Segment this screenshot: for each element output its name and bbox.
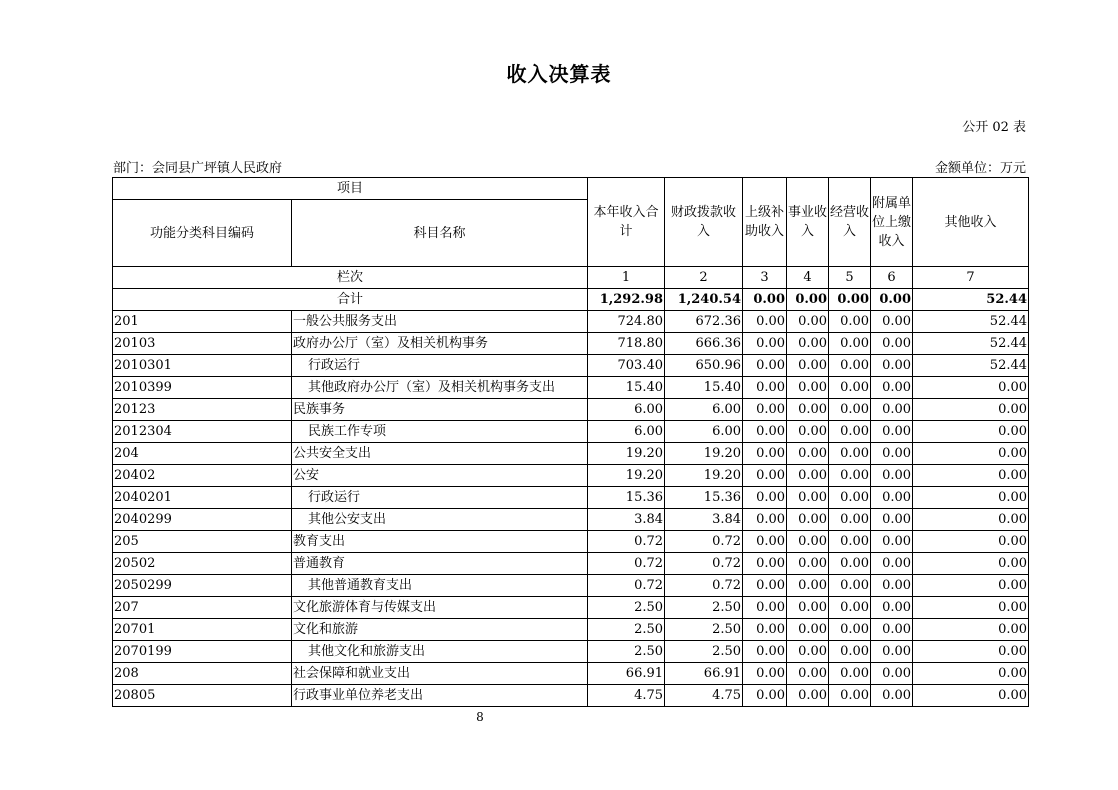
table-row bbox=[113, 377, 1029, 399]
row-value: 6.00 bbox=[665, 399, 743, 421]
row-value: 0.00 bbox=[829, 487, 871, 509]
row-code: 2040299 bbox=[113, 509, 292, 531]
table-row bbox=[113, 685, 1029, 707]
total-value: 1,292.98 bbox=[588, 289, 665, 311]
row-name: 文化旅游体育与传媒支出 bbox=[292, 597, 588, 619]
row-name: 民族工作专项 bbox=[292, 421, 588, 443]
row-value: 0.00 bbox=[787, 685, 829, 707]
row-value: 0.00 bbox=[913, 509, 1029, 531]
row-value: 0.00 bbox=[871, 487, 913, 509]
row-name: 其他政府办公厅（室）及相关机构事务支出 bbox=[292, 377, 588, 399]
row-value: 0.00 bbox=[743, 311, 787, 333]
row-value: 52.44 bbox=[913, 355, 1029, 377]
row-value: 0.00 bbox=[829, 619, 871, 641]
row-value: 0.00 bbox=[871, 575, 913, 597]
row-value: 0.00 bbox=[913, 487, 1029, 509]
row-value: 0.00 bbox=[787, 333, 829, 355]
row-value: 0.00 bbox=[829, 333, 871, 355]
table-row bbox=[113, 487, 1029, 509]
row-code: 207 bbox=[113, 597, 292, 619]
table-row bbox=[113, 355, 1029, 377]
row-value: 0.00 bbox=[743, 487, 787, 509]
row-value: 0.00 bbox=[787, 399, 829, 421]
row-value: 0.00 bbox=[743, 619, 787, 641]
row-value: 0.00 bbox=[913, 575, 1029, 597]
col-num: 5 bbox=[829, 267, 871, 289]
row-code: 204 bbox=[113, 443, 292, 465]
row-value: 0.00 bbox=[787, 421, 829, 443]
row-name: 行政运行 bbox=[292, 355, 588, 377]
row-value: 0.00 bbox=[913, 553, 1029, 575]
row-value: 0.00 bbox=[787, 575, 829, 597]
row-code: 2070199 bbox=[113, 641, 292, 663]
row-value: 0.00 bbox=[871, 399, 913, 421]
page-number: 8 bbox=[476, 710, 484, 724]
col-num: 4 bbox=[787, 267, 829, 289]
row-value: 6.00 bbox=[665, 421, 743, 443]
row-value: 0.00 bbox=[829, 597, 871, 619]
table-row bbox=[113, 619, 1029, 641]
row-value: 15.36 bbox=[665, 487, 743, 509]
row-value: 0.00 bbox=[871, 553, 913, 575]
row-value: 52.44 bbox=[913, 333, 1029, 355]
row-value: 0.00 bbox=[829, 465, 871, 487]
row-value: 0.00 bbox=[829, 641, 871, 663]
row-value: 0.00 bbox=[743, 443, 787, 465]
row-code: 20701 bbox=[113, 619, 292, 641]
row-code: 20103 bbox=[113, 333, 292, 355]
row-name: 文化和旅游 bbox=[292, 619, 588, 641]
row-value: 0.00 bbox=[787, 377, 829, 399]
row-value: 0.00 bbox=[743, 531, 787, 553]
row-value: 0.00 bbox=[913, 663, 1029, 685]
row-value: 0.00 bbox=[871, 443, 913, 465]
header-other: 其他收入 bbox=[913, 178, 1029, 267]
row-value: 0.00 bbox=[829, 443, 871, 465]
row-value: 0.00 bbox=[743, 597, 787, 619]
row-value: 0.00 bbox=[829, 421, 871, 443]
row-value: 0.00 bbox=[743, 377, 787, 399]
row-value: 2.50 bbox=[665, 619, 743, 641]
row-value: 0.00 bbox=[787, 619, 829, 641]
row-value: 4.75 bbox=[665, 685, 743, 707]
row-value: 0.00 bbox=[913, 399, 1029, 421]
row-value: 0.00 bbox=[913, 641, 1029, 663]
col-num: 7 bbox=[913, 267, 1029, 289]
row-value: 0.00 bbox=[787, 641, 829, 663]
row-value: 0.00 bbox=[829, 663, 871, 685]
row-value: 0.72 bbox=[665, 531, 743, 553]
row-value: 0.00 bbox=[829, 377, 871, 399]
row-value: 19.20 bbox=[665, 465, 743, 487]
row-value: 0.00 bbox=[913, 443, 1029, 465]
row-code: 2010301 bbox=[113, 355, 292, 377]
table-row bbox=[113, 421, 1029, 443]
row-name: 公共安全支出 bbox=[292, 443, 588, 465]
department-label: 部门：会同县广坪镇人民政府 bbox=[113, 161, 283, 176]
page-title: 收入决算表 bbox=[506, 62, 612, 86]
row-name: 民族事务 bbox=[292, 399, 588, 421]
row-name: 行政运行 bbox=[292, 487, 588, 509]
header-code: 功能分类科目编码 bbox=[113, 200, 292, 267]
table-row bbox=[113, 531, 1029, 553]
table-row bbox=[113, 311, 1029, 333]
row-value: 15.36 bbox=[588, 487, 665, 509]
row-value: 0.00 bbox=[787, 465, 829, 487]
amount-unit-label: 金额单位：万元 bbox=[934, 161, 1026, 176]
row-value: 0.00 bbox=[787, 509, 829, 531]
row-value: 66.91 bbox=[588, 663, 665, 685]
row-value: 0.00 bbox=[871, 311, 913, 333]
row-value: 0.00 bbox=[913, 421, 1029, 443]
row-value: 2.50 bbox=[588, 641, 665, 663]
total-value: 0.00 bbox=[871, 289, 913, 311]
row-value: 0.00 bbox=[913, 531, 1029, 553]
row-name: 其他普通教育支出 bbox=[292, 575, 588, 597]
row-value: 0.00 bbox=[871, 531, 913, 553]
row-value: 0.00 bbox=[787, 663, 829, 685]
row-value: 3.84 bbox=[665, 509, 743, 531]
table-row bbox=[113, 509, 1029, 531]
row-value: 0.00 bbox=[913, 465, 1029, 487]
row-code: 20805 bbox=[113, 685, 292, 707]
column-index-row bbox=[113, 267, 1029, 289]
row-value: 0.00 bbox=[743, 399, 787, 421]
row-value: 15.40 bbox=[588, 377, 665, 399]
row-value: 2.50 bbox=[588, 619, 665, 641]
row-value: 0.00 bbox=[787, 443, 829, 465]
header-superior: 上级补助收入 bbox=[743, 178, 787, 267]
row-value: 0.72 bbox=[588, 575, 665, 597]
row-value: 724.80 bbox=[588, 311, 665, 333]
row-code: 201 bbox=[113, 311, 292, 333]
row-name: 普通教育 bbox=[292, 553, 588, 575]
row-code: 20502 bbox=[113, 553, 292, 575]
row-value: 0.00 bbox=[829, 311, 871, 333]
row-value: 0.00 bbox=[787, 597, 829, 619]
total-value: 1,240.54 bbox=[665, 289, 743, 311]
total-value: 52.44 bbox=[913, 289, 1029, 311]
total-value: 0.00 bbox=[787, 289, 829, 311]
row-code: 20402 bbox=[113, 465, 292, 487]
row-value: 0.00 bbox=[743, 465, 787, 487]
table-row bbox=[113, 443, 1029, 465]
row-value: 0.00 bbox=[743, 575, 787, 597]
row-value: 0.00 bbox=[743, 509, 787, 531]
header-fiscal: 财政拨款收入 bbox=[665, 178, 743, 267]
row-name: 社会保障和就业支出 bbox=[292, 663, 588, 685]
row-value: 0.00 bbox=[829, 685, 871, 707]
col-num: 2 bbox=[665, 267, 743, 289]
row-value: 666.36 bbox=[665, 333, 743, 355]
row-code: 2010399 bbox=[113, 377, 292, 399]
row-code: 2050299 bbox=[113, 575, 292, 597]
header-affiliated: 附属单位上缴收入 bbox=[871, 178, 913, 267]
row-name: 其他文化和旅游支出 bbox=[292, 641, 588, 663]
row-value: 0.00 bbox=[787, 553, 829, 575]
col-num: 6 bbox=[871, 267, 913, 289]
row-name: 其他公安支出 bbox=[292, 509, 588, 531]
row-value: 0.00 bbox=[871, 465, 913, 487]
row-value: 0.00 bbox=[743, 355, 787, 377]
row-value: 0.00 bbox=[787, 355, 829, 377]
row-value: 672.36 bbox=[665, 311, 743, 333]
row-value: 6.00 bbox=[588, 421, 665, 443]
table-row bbox=[113, 465, 1029, 487]
row-value: 0.00 bbox=[871, 355, 913, 377]
row-value: 650.96 bbox=[665, 355, 743, 377]
row-value: 0.72 bbox=[665, 575, 743, 597]
header-item: 项目 bbox=[113, 178, 588, 200]
row-value: 0.00 bbox=[829, 531, 871, 553]
row-value: 3.84 bbox=[588, 509, 665, 531]
row-value: 19.20 bbox=[588, 465, 665, 487]
row-value: 0.00 bbox=[871, 333, 913, 355]
row-value: 0.00 bbox=[913, 619, 1029, 641]
row-value: 0.00 bbox=[871, 641, 913, 663]
row-value: 0.00 bbox=[871, 685, 913, 707]
row-name: 教育支出 bbox=[292, 531, 588, 553]
row-code: 2012304 bbox=[113, 421, 292, 443]
table-row bbox=[113, 597, 1029, 619]
row-value: 15.40 bbox=[665, 377, 743, 399]
row-value: 0.00 bbox=[743, 553, 787, 575]
row-name: 公安 bbox=[292, 465, 588, 487]
row-name: 一般公共服务支出 bbox=[292, 311, 588, 333]
row-value: 0.00 bbox=[829, 399, 871, 421]
header-name: 科目名称 bbox=[292, 200, 588, 267]
row-value: 19.20 bbox=[588, 443, 665, 465]
form-number: 公开 02 表 bbox=[962, 120, 1026, 135]
row-value: 0.00 bbox=[743, 421, 787, 443]
row-value: 52.44 bbox=[913, 311, 1029, 333]
header-row-1 bbox=[113, 178, 1029, 200]
row-value: 0.00 bbox=[913, 597, 1029, 619]
row-value: 0.00 bbox=[829, 509, 871, 531]
row-value: 0.00 bbox=[913, 377, 1029, 399]
row-code: 20123 bbox=[113, 399, 292, 421]
row-value: 0.00 bbox=[829, 553, 871, 575]
row-value: 0.00 bbox=[829, 355, 871, 377]
table-row bbox=[113, 641, 1029, 663]
header-total: 本年收入合计 bbox=[588, 178, 665, 267]
row-value: 4.75 bbox=[588, 685, 665, 707]
row-name: 政府办公厅（室）及相关机构事务 bbox=[292, 333, 588, 355]
table-row bbox=[113, 333, 1029, 355]
row-code: 205 bbox=[113, 531, 292, 553]
row-code: 2040201 bbox=[113, 487, 292, 509]
row-value: 0.00 bbox=[743, 641, 787, 663]
row-value: 0.72 bbox=[588, 531, 665, 553]
row-value: 0.00 bbox=[743, 333, 787, 355]
row-value: 19.20 bbox=[665, 443, 743, 465]
row-value: 0.00 bbox=[787, 531, 829, 553]
row-value: 718.80 bbox=[588, 333, 665, 355]
row-value: 6.00 bbox=[588, 399, 665, 421]
table-row bbox=[113, 399, 1029, 421]
row-value: 0.00 bbox=[871, 663, 913, 685]
row-value: 0.00 bbox=[787, 487, 829, 509]
table-row bbox=[113, 663, 1029, 685]
row-value: 0.00 bbox=[871, 619, 913, 641]
total-value: 0.00 bbox=[829, 289, 871, 311]
income-table bbox=[112, 177, 1029, 707]
row-value: 0.00 bbox=[871, 377, 913, 399]
total-label: 合计 bbox=[113, 289, 588, 311]
header-operating: 经营收入 bbox=[829, 178, 871, 267]
table-row bbox=[113, 575, 1029, 597]
table-row bbox=[113, 553, 1029, 575]
total-row bbox=[113, 289, 1029, 311]
row-value: 2.50 bbox=[588, 597, 665, 619]
row-value: 0.00 bbox=[871, 421, 913, 443]
row-value: 0.00 bbox=[871, 509, 913, 531]
total-value: 0.00 bbox=[743, 289, 787, 311]
row-value: 0.72 bbox=[588, 553, 665, 575]
row-code: 208 bbox=[113, 663, 292, 685]
row-value: 66.91 bbox=[665, 663, 743, 685]
col-num: 1 bbox=[588, 267, 665, 289]
row-value: 2.50 bbox=[665, 597, 743, 619]
column-index-label: 栏次 bbox=[113, 267, 588, 289]
col-num: 3 bbox=[743, 267, 787, 289]
row-value: 0.00 bbox=[743, 663, 787, 685]
header-business: 事业收入 bbox=[787, 178, 829, 267]
row-value: 0.00 bbox=[787, 311, 829, 333]
row-value: 2.50 bbox=[665, 641, 743, 663]
row-value: 0.00 bbox=[913, 685, 1029, 707]
row-value: 703.40 bbox=[588, 355, 665, 377]
row-value: 0.00 bbox=[871, 597, 913, 619]
row-value: 0.00 bbox=[743, 685, 787, 707]
row-value: 0.00 bbox=[829, 575, 871, 597]
row-value: 0.72 bbox=[665, 553, 743, 575]
row-name: 行政事业单位养老支出 bbox=[292, 685, 588, 707]
